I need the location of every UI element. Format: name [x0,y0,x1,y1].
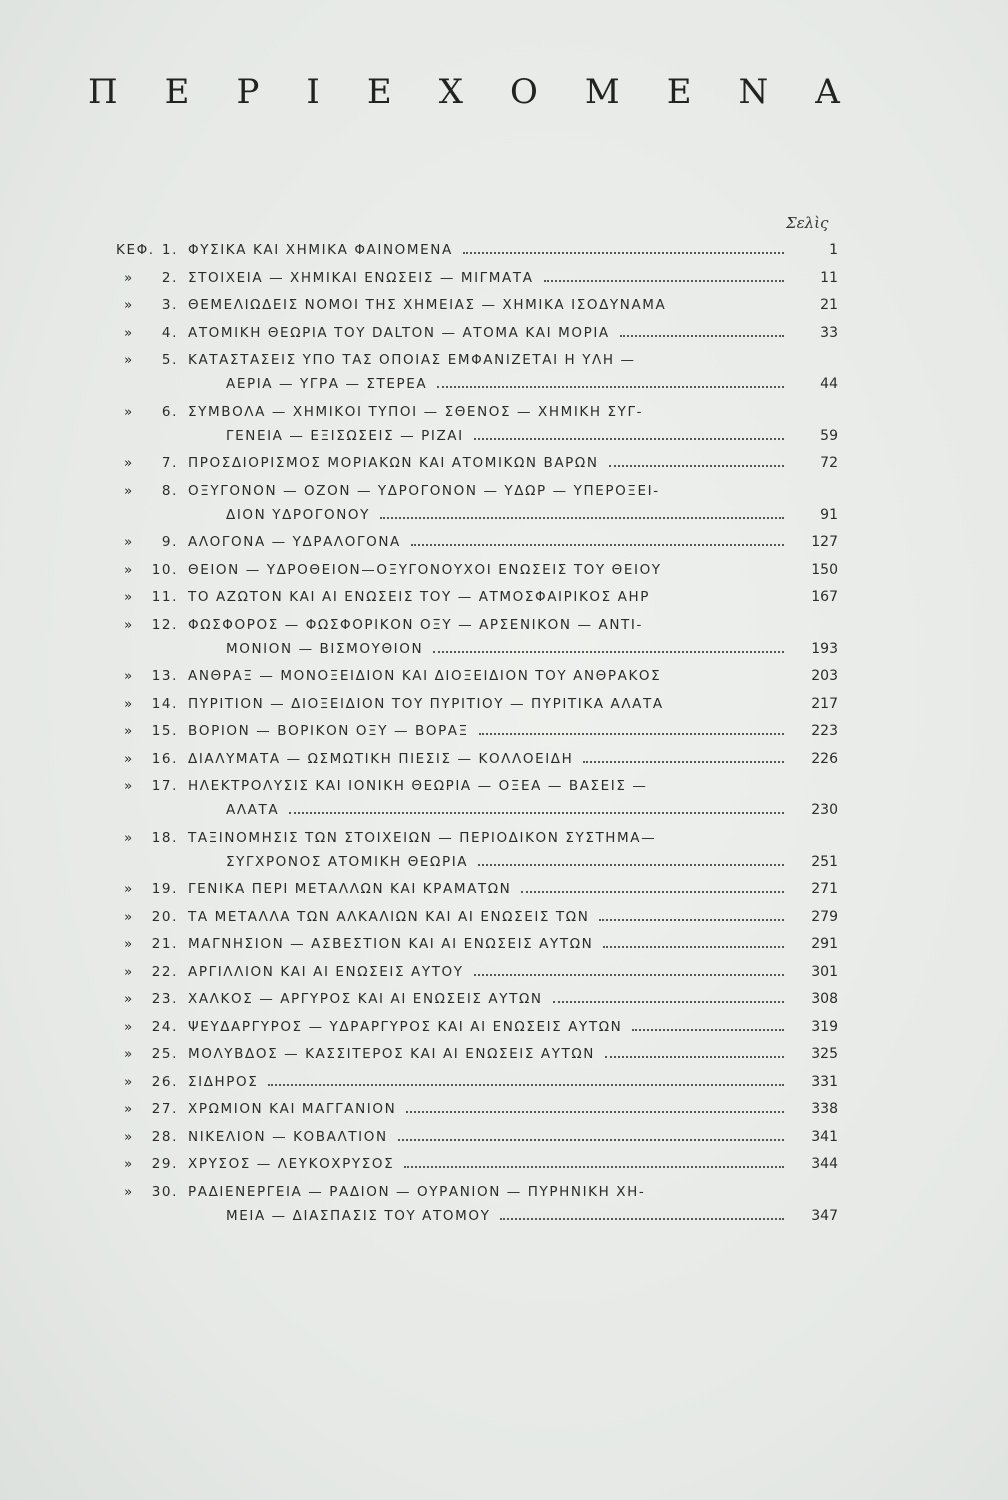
chapter-number: 26. [151,1073,178,1090]
toc-entry [116,238,846,262]
ditto-mark: » [124,455,134,471]
dot-leader [500,1218,784,1220]
toc-entry [116,1015,846,1039]
toc-entry [116,987,846,1011]
chapter-title-line: ΧΡΩΜΙΟΝ ΚΑΙ ΜΑΓΓΑΝΙΟΝ [188,1101,397,1117]
chapter-title-line: ΜΕΙΑ — ΔΙΑΣΠΑΣΙΣ ΤΟΥ ΑΤΟΜΟΥ [226,1207,491,1224]
page-number: 59 [820,427,838,444]
chapter-number: 19. [151,881,178,897]
chapter-number: 23. [151,991,178,1007]
dot-leader [404,1166,784,1168]
chapter-title-line: ΠΥΡΙΤΙΟΝ — ΔΙΟΞΕΙΔΙΟΝ ΤΟΥ ΠΥΡΙΤΙΟΥ — ΠΥΡΙΤΙΚΑ ΑΛΑΤΑ [188,695,664,712]
ditto-mark: » [124,1018,134,1035]
ditto-mark: » [124,1101,134,1117]
toc-entry [116,321,846,345]
ditto-mark: » [124,1128,134,1145]
chapter-number: 29. [151,1156,178,1172]
page-number: 308 [811,991,838,1007]
chapter-title-line: ΧΑΛΚΟΣ — ΑΡΓΥΡΟΣ ΚΑΙ ΑΙ ΕΝΩΣΕΙΣ ΑΥΤΩΝ [188,991,543,1007]
title-letter: Ι [306,72,320,112]
page-number: 226 [811,750,838,767]
chapter-title-line: ΑΝΘΡΑΞ — ΜΟΝΟΞΕΙΔΙΟΝ ΚΑΙ ΔΙΟΞΕΙΔΙΟΝ ΤΟΥ ΑΝΘΡΑΚΟΣ [188,668,662,684]
chapter-title-line: ΣΥΜΒΟΛΑ — ΧΗΜΙΚΟΙ ΤΥΠΟΙ — ΣΘΕΝΟΣ — ΧΗΜΙΚΗ ΣΥΓ- [188,403,644,420]
chapter-title [188,664,788,688]
chapter-number: 27. [151,1101,178,1117]
chapter-title [188,1152,788,1176]
page-number: 251 [811,853,838,870]
toc-entry [116,692,846,716]
toc-entry [116,1070,846,1094]
page-number: 271 [811,881,838,897]
chapter-title-line: ΦΩΣΦΟΡΟΣ — ΦΩΣΦΟΡΙΚΟΝ ΟΞΥ — ΑΡΣΕΝΙΚΟΝ — ΑΝΤΙ- [188,616,643,633]
title-letter: Μ [584,72,620,112]
ditto-mark: » [124,482,134,499]
chapter-title-line: ΘΕΙΟΝ — ΥΔΡΟΘΕΙΟΝ—ΟΞΥΓΟΝΟΥΧΟΙ ΕΝΩΣΕΙΣ ΤΟΥ ΘΕΙΟΥ [188,561,662,578]
dot-leader [599,919,784,921]
chapter-number: 9. [161,534,178,550]
chapter-title [188,266,788,290]
dot-leader [544,280,784,282]
title-letter: Χ [438,72,463,112]
dot-leader [411,544,784,546]
ditto-mark: » [124,778,134,794]
chapter-number: 28. [151,1128,178,1145]
ditto-mark: » [124,936,134,952]
chapter-title-line: ΑΡΓΙΛΛΙΟΝ ΚΑΙ ΑΙ ΕΝΩΣΕΙΣ ΑΥΤΟΥ [188,963,464,980]
toc-entry [116,877,846,901]
chapter-title [188,1125,788,1149]
dot-leader [406,1111,784,1113]
chapter-title [188,719,788,743]
ditto-mark: » [124,297,134,313]
toc-entry [116,479,846,527]
chapter-title-line: ΦΥΣΙΚΑ ΚΑΙ ΧΗΜΙΚΑ ΦΑΙΝΟΜΕΝΑ [188,242,453,258]
chapter-title [188,826,788,874]
dot-leader [553,1001,784,1003]
chapter-title [188,451,788,475]
chapter-title [188,1070,788,1094]
ditto-mark: » [124,324,134,341]
dot-leader [632,1029,784,1031]
chapter-title-line: ΚΑΤΑΣΤΑΣΕΙΣ ΥΠΟ ΤΑΣ ΟΠΟΙΑΣ ΕΜΦΑΝΙΖΕΤΑΙ Η ΥΛΗ — [188,352,636,368]
dot-leader [605,1056,784,1058]
title-letter: Α [815,72,840,112]
chapter-title [188,692,788,716]
chapter-number: 8. [161,482,178,499]
chapter-title [188,530,788,554]
page-number: 21 [820,297,838,313]
chapter-prefix: ΚΕΦ. [116,242,155,258]
ditto-mark: » [124,991,134,1007]
page-number: 230 [811,802,838,818]
chapter-number: 17. [151,778,178,794]
chapter-title-line: ΣΙΔΗΡΟΣ [188,1073,259,1090]
chapter-number: 21. [151,936,178,952]
chapter-number: 3. [161,297,178,313]
chapter-number: 24. [151,1018,178,1035]
toc-entry [116,932,846,956]
table-of-contents [116,238,846,1231]
dot-leader [289,812,784,814]
page-number: 319 [811,1018,838,1035]
ditto-mark: » [124,403,134,420]
page-title [88,72,840,112]
chapter-number: 6. [161,403,178,420]
toc-entry [116,613,846,661]
chapter-title-line: ΤΑ ΜΕΤΑΛΛΑ ΤΩΝ ΑΛΚΑΛΙΩΝ ΚΑΙ ΑΙ ΕΝΩΣΕΙΣ ΤΩΝ [188,908,590,925]
ditto-mark: » [124,589,134,605]
toc-entry [116,585,846,609]
toc-entry [116,558,846,582]
chapter-title [188,905,788,929]
ditto-mark: » [124,881,134,897]
toc-entry [116,719,846,743]
page-number: 325 [811,1046,838,1062]
page-number: 33 [820,324,838,341]
toc-entry [116,774,846,822]
chapter-title-line: ΨΕΥΔΑΡΓΥΡΟΣ — ΥΔΡΑΡΓΥΡΟΣ ΚΑΙ ΑΙ ΕΝΩΣΕΙΣ ΑΥΤΩΝ [188,1018,623,1035]
toc-entry [116,747,846,771]
title-letter: Ε [164,72,190,112]
dot-leader [521,891,784,893]
page-number: 91 [820,506,838,523]
chapter-title-line: ΝΙΚΕΛΙΟΝ — ΚΟΒΑΛΤΙΟΝ [188,1128,388,1145]
chapter-title-line: ΜΑΓΝΗΣΙΟΝ — ΑΣΒΕΣΤΙΟΝ ΚΑΙ ΑΙ ΕΝΩΣΕΙΣ ΑΥΤΩΝ [188,936,594,952]
toc-entry [116,826,846,874]
ditto-mark: » [124,352,134,368]
chapter-title [188,293,788,317]
toc-entry [116,451,846,475]
chapter-title [188,348,788,396]
chapter-title-line: ΔΙΟΝ ΥΔΡΟΓΟΝΟΥ [226,506,370,523]
chapter-title-line: ΑΕΡΙΑ — ΥΓΡΑ — ΣΤΕΡΕΑ [226,376,428,392]
ditto-mark: » [124,695,134,712]
chapter-title-line: ΟΞΥΓΟΝΟΝ — ΟΖΟΝ — ΥΔΡΟΓΟΝΟΝ — ΥΔΩΡ — ΥΠΕΡΟΞΕΙ- [188,482,660,499]
ditto-mark: » [124,963,134,980]
chapter-title-line: ΧΡΥΣΟΣ — ΛΕΥΚΟΧΡΥΣΟΣ [188,1156,395,1172]
chapter-number: 2. [161,269,178,286]
chapter-number: 30. [151,1183,178,1200]
chapter-title [188,747,788,771]
page-number: 341 [811,1128,838,1145]
page-number: 338 [811,1101,838,1117]
chapter-title [188,960,788,984]
page-number: 291 [811,936,838,952]
chapter-number: 13. [151,668,178,684]
chapter-title [188,987,788,1011]
ditto-mark: » [124,534,134,550]
dot-leader [603,946,784,948]
pages-column-label: Σελὶς [786,214,829,232]
toc-entry [116,905,846,929]
chapter-title [188,1097,788,1121]
dot-leader [620,335,784,337]
page-number: 150 [811,561,838,578]
ditto-mark: » [124,1156,134,1172]
chapter-number: 12. [151,616,178,633]
title-letter: Π [88,72,118,112]
page-number: 44 [820,376,838,392]
page-number: 167 [811,589,838,605]
page-number: 72 [820,455,838,471]
title-letter: Ο [509,72,538,112]
dot-leader [583,761,784,763]
ditto-mark: » [124,616,134,633]
page-number: 193 [811,640,838,657]
chapter-title-line: ΔΙΑΛΥΜΑΤΑ — ΩΣΜΩΤΙΚΗ ΠΙΕΣΙΣ — ΚΟΛΛΟΕΙΔΗ [188,750,574,767]
title-letter: Ε [666,72,692,112]
chapter-title [188,932,788,956]
chapter-title-line: ΑΛΑΤΑ [226,802,280,818]
chapter-title-line: ΑΤΟΜΙΚΗ ΘΕΩΡΙΑ ΤΟΥ DALTON — ΑΤΟΜΑ ΚΑΙ ΜΟΡΙΑ [188,324,610,341]
page-number: 127 [811,534,838,550]
chapter-title-line: ΣΤΟΙΧΕΙΑ — ΧΗΜΙΚΑΙ ΕΝΩΣΕΙΣ — ΜΙΓΜΑΤΑ [188,269,534,286]
ditto-mark: » [124,1073,134,1090]
dot-leader [609,465,784,467]
page-number: 217 [811,695,838,712]
ditto-mark: » [124,829,134,846]
dot-leader [478,864,784,866]
chapter-title [188,585,788,609]
chapter-title-line: ΤΟ ΑΖΩΤΟΝ ΚΑΙ ΑΙ ΕΝΩΣΕΙΣ ΤΟΥ — ΑΤΜΟΣΦΑΙΡΙΚΟΣ ΑΗΡ [188,589,650,605]
chapter-title-line: ΣΥΓΧΡΟΝΟΣ ΑΤΟΜΙΚΗ ΘΕΩΡΙΑ [226,853,469,870]
chapter-title [188,238,788,262]
dot-leader [474,974,784,976]
ditto-mark: » [124,1183,134,1200]
chapter-title-line: ΜΟΛΥΒΔΟΣ — ΚΑΣΣΙΤΕΡΟΣ ΚΑΙ ΑΙ ΕΝΩΣΕΙΣ ΑΥΤΩΝ [188,1046,596,1062]
chapter-title [188,479,788,527]
chapter-title-line: ΤΑΞΙΝΟΜΗΣΙΣ ΤΩΝ ΣΤΟΙΧΕΙΩΝ — ΠΕΡΙΟΔΙΚΟΝ ΣΥΣΤΗΜΑ— [188,829,657,846]
chapter-title [188,613,788,661]
toc-entry [116,400,846,448]
title-letter: Ε [366,72,392,112]
dot-leader [433,651,784,653]
chapter-title-line: ΡΑΔΙΕΝΕΡΓΕΙΑ — ΡΑΔΙΟΝ — ΟΥΡΑΝΙΟΝ — ΠΥΡΗΝΙΚΗ ΧΗ- [188,1183,646,1200]
toc-entry [116,266,846,290]
chapter-number: 7. [161,455,178,471]
toc-entry [116,1097,846,1121]
chapter-number: 25. [151,1046,178,1062]
ditto-mark: » [124,269,134,286]
toc-entry [116,348,846,396]
page-number: 1 [829,242,838,258]
chapter-title-line: ΓΕΝΙΚΑ ΠΕΡΙ ΜΕΤΑΛΛΩΝ ΚΑΙ ΚΡΑΜΑΤΩΝ [188,881,512,897]
dot-leader [398,1139,784,1141]
chapter-title-line: ΑΛΟΓΟΝΑ — ΥΔΡΑΛΟΓΟΝΑ [188,534,401,550]
page-number: 347 [811,1207,838,1224]
dot-leader [268,1084,784,1086]
chapter-title [188,400,788,448]
page-number: 279 [811,908,838,925]
dot-leader [380,517,784,519]
toc-entry [116,960,846,984]
chapter-title [188,1042,788,1066]
toc-entry [116,1042,846,1066]
chapter-number: 1. [161,242,178,258]
chapter-title [188,321,788,345]
chapter-number: 15. [151,723,178,739]
page-number: 203 [811,668,838,684]
chapter-title-line: ΘΕΜΕΛΙΩΔΕΙΣ ΝΟΜΟΙ ΤΗΣ ΧΗΜΕΙΑΣ — ΧΗΜΙΚΑ ΙΣΟΔΥΝΑΜΑ [188,297,667,313]
chapter-number: 16. [151,750,178,767]
ditto-mark: » [124,723,134,739]
chapter-number: 11. [151,589,178,605]
ditto-mark: » [124,908,134,925]
chapter-title-line: ΒΟΡΙΟΝ — ΒΟΡΙΚΟΝ ΟΞΥ — ΒΟΡΑΞ [188,723,469,739]
chapter-number: 4. [161,324,178,341]
dot-leader [474,438,784,440]
ditto-mark: » [124,668,134,684]
toc-entry [116,1180,846,1228]
chapter-title-line: ΜΟΝΙΟΝ — ΒΙΣΜΟΥΘΙΟΝ [226,640,424,657]
page-number: 344 [811,1156,838,1172]
chapter-title [188,1180,788,1228]
chapter-title [188,774,788,822]
title-letter: Ρ [236,72,260,112]
chapter-number: 14. [151,695,178,712]
chapter-title [188,558,788,582]
toc-entry [116,664,846,688]
toc-entry [116,293,846,317]
dot-leader [437,386,784,388]
dot-leader [479,733,784,735]
toc-entry [116,530,846,554]
title-letter: Ν [738,72,769,112]
chapter-number: 18. [151,829,178,846]
chapter-title-line: ΠΡΟΣΔΙΟΡΙΣΜΟΣ ΜΟΡΙΑΚΩΝ ΚΑΙ ΑΤΟΜΙΚΩΝ ΒΑΡΩΝ [188,455,599,471]
page-number: 301 [811,963,838,980]
page-number: 331 [811,1073,838,1090]
ditto-mark: » [124,1046,134,1062]
chapter-title [188,1015,788,1039]
chapter-number: 5. [161,352,178,368]
toc-entry [116,1125,846,1149]
toc-entry [116,1152,846,1176]
chapter-number: 22. [151,963,178,980]
page-number: 11 [820,269,838,286]
chapter-title [188,877,788,901]
chapter-title-line: ΓΕΝΕΙΑ — ΕΞΙΣΩΣΕΙΣ — ΡΙΖΑΙ [226,427,464,444]
ditto-mark: » [124,561,134,578]
page-number: 223 [811,723,838,739]
ditto-mark: » [124,750,134,767]
chapter-number: 20. [151,908,178,925]
chapter-number: 10. [151,561,178,578]
dot-leader [463,252,784,254]
chapter-title-line: ΗΛΕΚΤΡΟΛΥΣΙΣ ΚΑΙ ΙΟΝΙΚΗ ΘΕΩΡΙΑ — ΟΞΕΑ — ΒΑΣΕΙΣ — [188,778,648,794]
